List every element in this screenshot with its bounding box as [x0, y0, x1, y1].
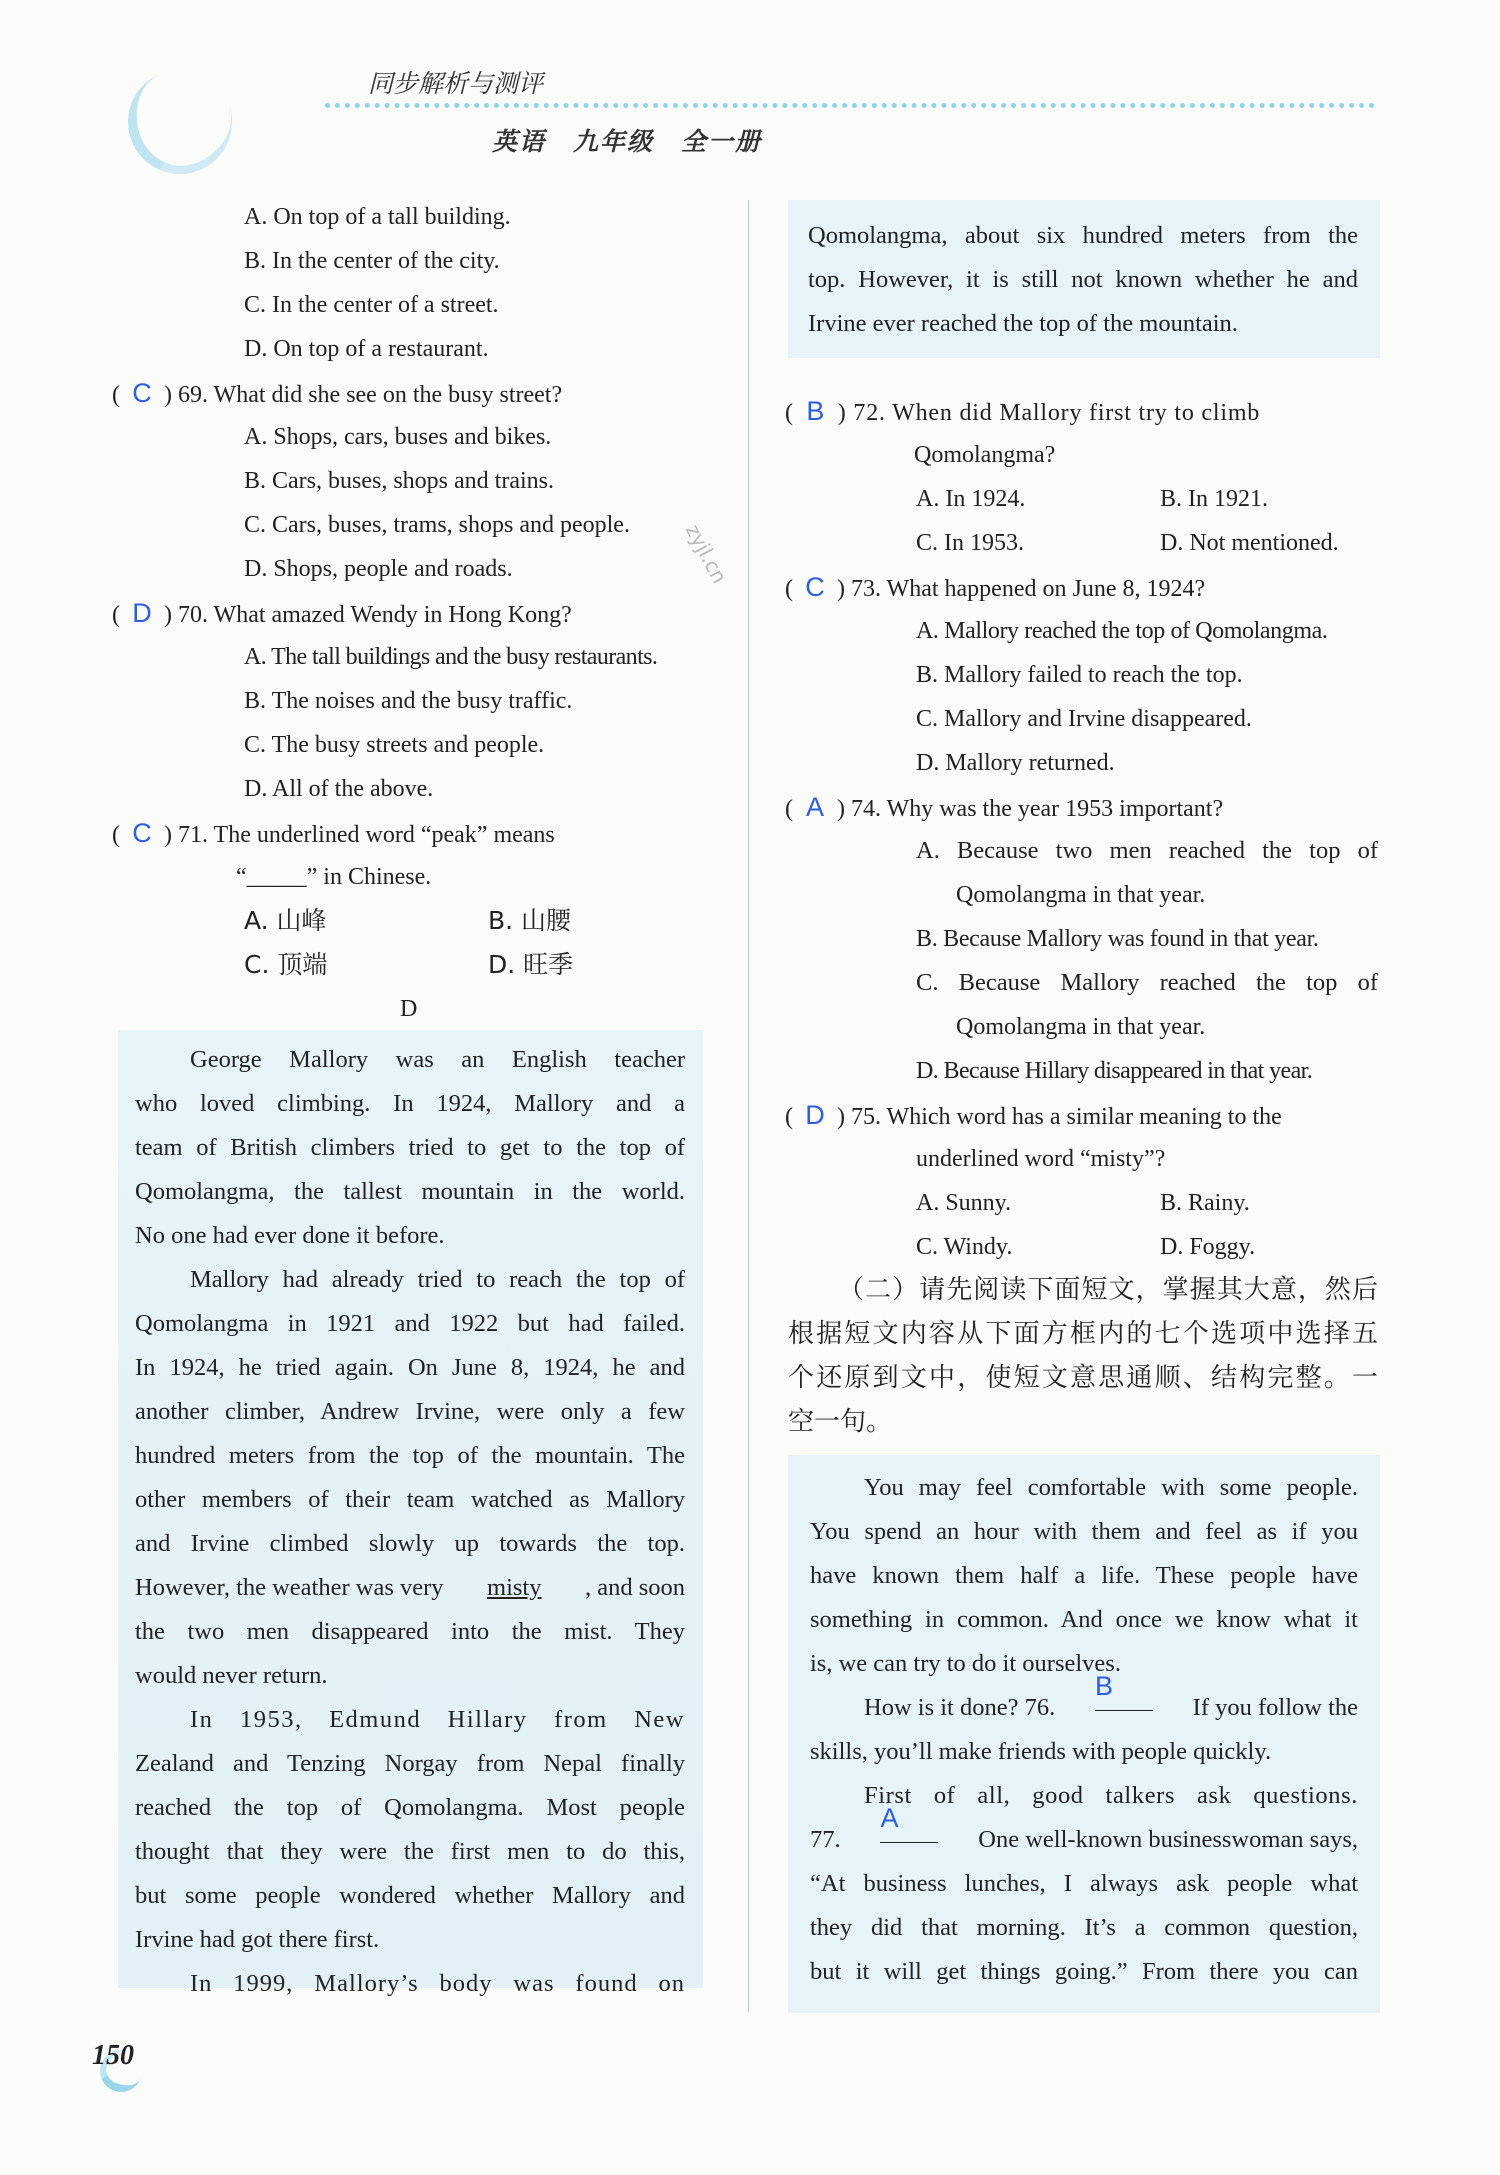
book-subtitle: 英语 九年级 全一册	[492, 127, 763, 156]
option: B. Rainy.	[1160, 1190, 1250, 1216]
option: A. 山峰	[244, 906, 327, 935]
passage-line: Zealand and Tenzing Norgay from Nepal finally	[135, 1750, 685, 1777]
passage-line: Irvine had got there first.	[135, 1926, 380, 1953]
passage-line-q77: 77. A One well-known businesswoman says,	[810, 1818, 1358, 1862]
passage-line: Qomolangma, about six hundred meters from the	[808, 222, 1358, 249]
passage-line: have known them half a life. These people have	[810, 1562, 1358, 1589]
question-74-answer: A	[805, 792, 824, 822]
passage-line: Qomolangma in 1921 and 1922 but had failed.	[135, 1310, 685, 1337]
passage-line: In 1924, he tried again. On June 8, 1924, he and	[135, 1354, 685, 1381]
passage-line: the two men disappeared into the mist. They	[135, 1618, 685, 1645]
question-72-stem: ( B ) 72. When did Mallory first try to climb	[785, 396, 1261, 426]
passage-line: First of all, good talkers ask questions.	[864, 1782, 1358, 1809]
option: C. 顶端	[244, 950, 328, 979]
option: A. Sunny.	[916, 1190, 1012, 1216]
passage-line: skills, you’ll make friends with people quickly.	[810, 1738, 1272, 1765]
passage-line: other members of their team watched as Mallory	[135, 1486, 685, 1513]
answer-77: A	[880, 1803, 899, 1833]
question-72-answer: B	[806, 396, 826, 426]
header-dotted-rule	[325, 103, 1375, 108]
question-75-stem-cont: underlined word “misty”?	[916, 1146, 1166, 1172]
passage-line: George Mallory was an English teacher	[190, 1046, 685, 1073]
option: D. Not mentioned.	[1160, 530, 1339, 556]
passage-line: reached the top of Qomolangma. Most people	[135, 1794, 685, 1821]
passage-line: but it will get things going.” From there you can	[810, 1958, 1358, 1985]
blank-77[interactable]	[880, 1803, 938, 1843]
option: A. On top of a tall building.	[244, 204, 511, 230]
question-71-answer: C	[132, 818, 152, 848]
option: C. In the center of a street.	[244, 292, 499, 318]
passage-line: Qomolangma, the tallest mountain in the world.	[135, 1178, 685, 1205]
passage-line: but some people wondered whether Mallory and	[135, 1882, 685, 1909]
passage-line: However, the weather was very misty , and soon	[135, 1566, 685, 1610]
section-letter: D	[400, 996, 418, 1022]
option: B. In the center of the city.	[244, 248, 500, 274]
option: B. In 1921.	[1160, 486, 1268, 512]
series-title: 同步解析与测评	[368, 69, 544, 98]
option: D. Because Hillary disappeared in that year.	[916, 1058, 1313, 1084]
question-70-stem: ( D ) 70. What amazed Wendy in Hong Kong?	[112, 598, 572, 628]
question-75-stem: ( D ) 75. Which word has a similar meaning to the	[785, 1100, 1282, 1130]
option: B. Cars, buses, shops and trains.	[244, 468, 554, 494]
option: A. Because two men reached the top of	[916, 837, 1378, 864]
underlined-word-misty: misty	[487, 1574, 542, 1601]
passage-line: is, we can try to do it ourselves.	[810, 1650, 1121, 1677]
option: D. All of the above.	[244, 776, 434, 802]
option-cont: Qomolangma in that year.	[956, 1014, 1206, 1040]
option: C. Windy.	[916, 1234, 1013, 1260]
passage-line: top. However, it is still not known whether he and	[808, 266, 1358, 293]
option: C. The busy streets and people.	[244, 732, 545, 758]
passage-line: and Irvine climbed slowly up towards the top.	[135, 1530, 685, 1557]
question-71-stem-cont: “_____” in Chinese.	[236, 864, 432, 890]
passage-line: they did that morning. It’s a common question,	[810, 1914, 1358, 1941]
question-72-stem-cont: Qomolangma?	[914, 442, 1056, 468]
passage-line: You spend an hour with them and feel as if you	[810, 1518, 1358, 1545]
option: D. Shops, people and roads.	[244, 556, 513, 582]
column-divider	[748, 200, 749, 2012]
option: C. Because Mallory reached the top of	[916, 969, 1378, 996]
passage-line: something in common. And once we know what it	[810, 1606, 1358, 1633]
option: B. 山腰	[488, 906, 572, 935]
passage-line: team of British climbers tried to get to the top of	[135, 1134, 685, 1161]
passage-line: You may feel comfortable with some people.	[864, 1474, 1358, 1501]
instruction-line: 空一句。	[788, 1407, 893, 1437]
option: C. Mallory and Irvine disappeared.	[916, 706, 1252, 732]
header-moon-decoration	[113, 55, 246, 188]
passage-line: No one had ever done it before.	[135, 1222, 445, 1249]
option: D. Mallory returned.	[916, 750, 1115, 776]
passage-line: hundred meters from the top of the mountain. The	[135, 1442, 685, 1469]
option: D. 旺季	[488, 950, 574, 979]
passage-line: Irvine ever reached the top of the mountain.	[808, 310, 1238, 337]
question-70-answer: D	[132, 598, 152, 628]
option: A. Mallory reached the top of Qomolangma.	[916, 618, 1328, 644]
question-73-stem: ( C ) 73. What happened on June 8, 1924?	[785, 572, 1206, 602]
instruction-line: （二）请先阅读下面短文，掌握其大意，然后	[838, 1275, 1378, 1305]
option: C. In 1953.	[916, 530, 1024, 556]
option: C. Cars, buses, trams, shops and people.	[244, 512, 630, 538]
option: B. Because Mallory was found in that year.	[916, 926, 1319, 952]
passage-line-q76: How is it done? 76. B If you follow the	[864, 1686, 1358, 1730]
question-74-stem: ( A ) 74. Why was the year 1953 important?	[785, 792, 1224, 822]
answer-76: B	[1094, 1671, 1113, 1701]
option: A. Shops, cars, buses and bikes.	[244, 424, 552, 450]
question-71-stem: ( C ) 71. The underlined word “peak” means	[112, 818, 555, 848]
option: A. The tall buildings and the busy restaurants.	[244, 644, 658, 670]
passage-line: Mallory had already tried to reach the top of	[190, 1266, 685, 1293]
question-73-answer: C	[805, 572, 825, 602]
question-69-stem: ( C ) 69. What did she see on the busy street?	[112, 378, 563, 408]
option: A. In 1924.	[916, 486, 1026, 512]
option: B. Mallory failed to reach the top.	[916, 662, 1243, 688]
option-cont: Qomolangma in that year.	[956, 882, 1206, 908]
question-75-answer: D	[805, 1100, 825, 1130]
passage-line: In 1999, Mallory’s body was found on	[190, 1970, 685, 1997]
passage-line: In 1953, Edmund Hillary from New	[190, 1706, 685, 1733]
passage-line: who loved climbing. In 1924, Mallory and a	[135, 1090, 685, 1117]
option: D. On top of a restaurant.	[244, 336, 489, 362]
passage-line: would never return.	[135, 1662, 328, 1689]
watermark: zyjl.cn	[680, 520, 732, 588]
page-number: 150	[92, 2040, 134, 2071]
passage-line: thought that they were the first men to do this,	[135, 1838, 685, 1865]
passage-line: another climber, Andrew Irvine, were only a few	[135, 1398, 685, 1425]
question-69-answer: C	[132, 378, 152, 408]
passage-line: “At business lunches, I always ask people what	[810, 1870, 1358, 1897]
option: D. Foggy.	[1160, 1234, 1256, 1260]
instruction-line: 根据短文内容从下面方框内的七个选项中选择五	[788, 1319, 1378, 1349]
option: B. The noises and the busy traffic.	[244, 688, 573, 714]
blank-76[interactable]	[1094, 1671, 1153, 1711]
instruction-line: 个还原到文中，使短文意思通顺、结构完整。一	[788, 1363, 1378, 1393]
